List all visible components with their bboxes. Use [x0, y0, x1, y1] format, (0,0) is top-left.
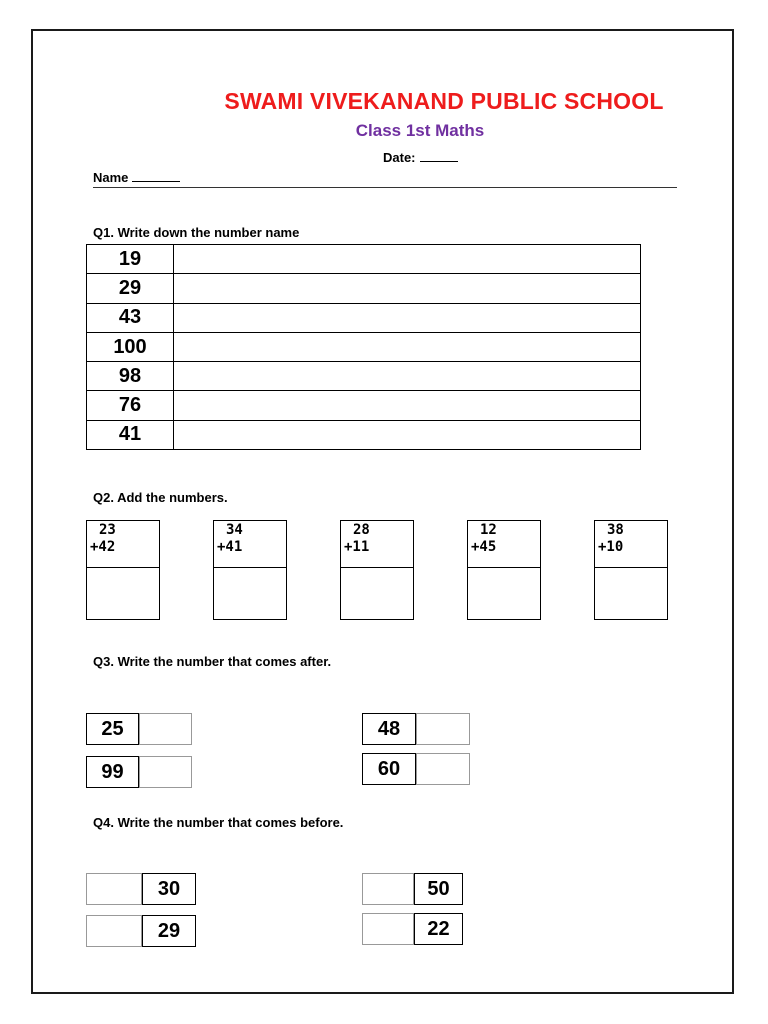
- answer-cell[interactable]: [174, 303, 641, 332]
- answer-cell[interactable]: [174, 391, 641, 420]
- addend-top: 23: [99, 522, 116, 538]
- addend-top: 28: [353, 522, 370, 538]
- name-blank[interactable]: [132, 169, 180, 182]
- table-row: [87, 420, 641, 449]
- after-pair: [362, 753, 470, 785]
- answer-box[interactable]: [86, 873, 142, 905]
- before-pair: [86, 915, 196, 947]
- number-cell: 100: [87, 332, 174, 361]
- before-pair: [362, 873, 463, 905]
- addition-box: [467, 520, 541, 620]
- table-row: [87, 332, 641, 361]
- answer-box[interactable]: [139, 713, 192, 745]
- answer-box[interactable]: [86, 915, 142, 947]
- answer-box[interactable]: [139, 756, 192, 788]
- addend-top: 12: [480, 522, 497, 538]
- answer-cell[interactable]: [174, 362, 641, 391]
- addition-box: [86, 520, 160, 620]
- given-number: 29: [142, 915, 196, 947]
- answer-cell[interactable]: [174, 274, 641, 303]
- class-subtitle: Class 1st Maths: [355, 121, 485, 140]
- table-row: [87, 362, 641, 391]
- before-pair: [362, 913, 463, 945]
- q1-title: Q1. Write down the number name: [93, 225, 300, 240]
- after-pair: [362, 713, 470, 745]
- addition-problem: [468, 521, 540, 568]
- after-pair: [86, 713, 192, 745]
- answer-cell[interactable]: [174, 332, 641, 361]
- school-name: SWAMI VIVEKANAND PUBLIC SCHOOL: [224, 88, 664, 114]
- table-row: [87, 245, 641, 274]
- given-number: 60: [362, 753, 416, 785]
- number-name-table: [86, 244, 641, 450]
- addend-bottom: +11: [344, 539, 370, 555]
- before-pair: [86, 873, 196, 905]
- name-label: Name: [93, 170, 129, 185]
- answer-box[interactable]: [362, 913, 414, 945]
- number-cell: 41: [87, 420, 174, 449]
- given-number: 25: [86, 713, 139, 745]
- addend-top: 34: [226, 522, 243, 538]
- given-number: 22: [414, 913, 463, 945]
- answer-cell[interactable]: [174, 420, 641, 449]
- given-number: 99: [86, 756, 139, 788]
- number-cell: 76: [87, 391, 174, 420]
- number-cell: 29: [87, 274, 174, 303]
- addition-box: [594, 520, 668, 620]
- date-field: [383, 149, 458, 165]
- addition-problem: [87, 521, 159, 568]
- addition-box: [340, 520, 414, 620]
- addition-problem: [214, 521, 286, 568]
- addend-bottom: +10: [598, 539, 624, 555]
- after-pair: [86, 756, 192, 788]
- q2-title: Q2. Add the numbers.: [93, 490, 228, 505]
- answer-box[interactable]: [416, 713, 470, 745]
- addend-top: 38: [607, 522, 624, 538]
- name-field: [93, 169, 180, 185]
- answer-cell[interactable]: [174, 245, 641, 274]
- q4-title: Q4. Write the number that comes before.: [93, 815, 344, 830]
- table-row: [87, 303, 641, 332]
- number-cell: 43: [87, 303, 174, 332]
- header-divider: [93, 187, 677, 188]
- number-cell: 19: [87, 245, 174, 274]
- addition-problem: [595, 521, 667, 568]
- table-row: [87, 274, 641, 303]
- addend-bottom: +45: [471, 539, 497, 555]
- answer-box[interactable]: [416, 753, 470, 785]
- table-row: [87, 391, 641, 420]
- q3-title: Q3. Write the number that comes after.: [93, 654, 332, 669]
- given-number: 48: [362, 713, 416, 745]
- answer-box[interactable]: [362, 873, 414, 905]
- addend-bottom: +42: [90, 539, 116, 555]
- addend-bottom: +41: [217, 539, 243, 555]
- given-number: 30: [142, 873, 196, 905]
- number-cell: 98: [87, 362, 174, 391]
- addition-problem: [341, 521, 413, 568]
- date-label: Date:: [383, 150, 416, 165]
- addition-box: [213, 520, 287, 620]
- given-number: 50: [414, 873, 463, 905]
- date-blank[interactable]: [420, 149, 458, 162]
